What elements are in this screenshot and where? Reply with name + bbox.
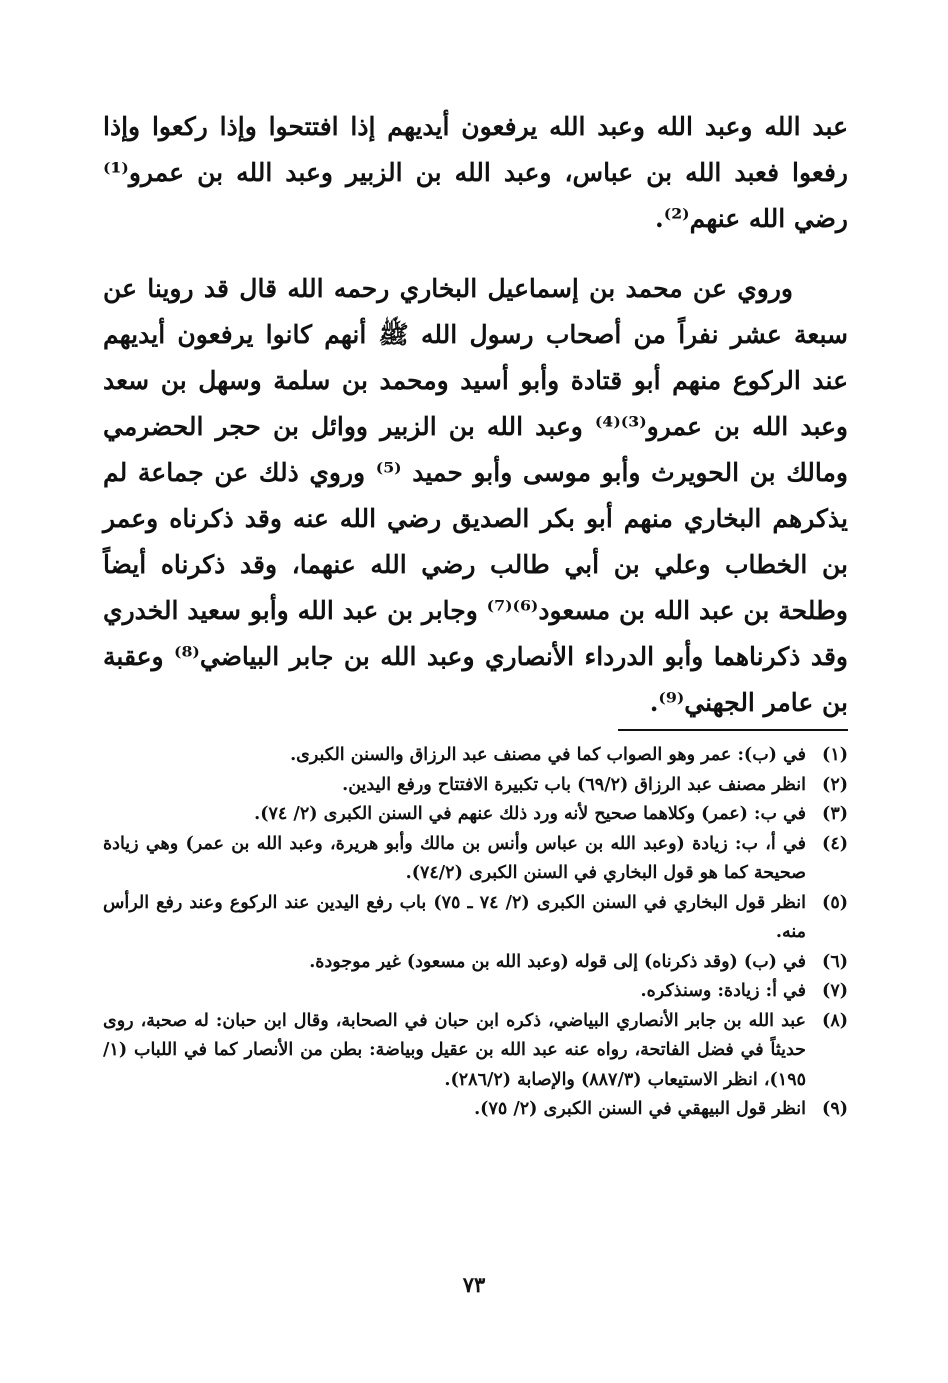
main-paragraph-1 <box>103 104 848 242</box>
paragraph-text: وروي عن محمد بن إسماعيل البخاري رحمه الله قال قد روينا عن سبعة عشر نفراً من أصحاب رسول الله ﷺ أنهم كانوا يرفعون أيديهم عند الركوع منهم أبو قتادة وأبو أسيد ومحمد بن سلمة وسهل بن سعد وعبد الله بن عمرو⁽³⁾⁽⁴⁾ وعبد الله بن الزبير ووائل بن حجر الحضرمي ومالك بن الحويرث وأبو موسى وأبو حميد ⁽⁵⁾ وروي ذلك عن جماعة لم يذكرهم البخاري منهم أبو بكر الصديق رضي الله عنه وقد ذكرناه وعمر بن الخطاب وعلي بن أبي طالب رضي الله عنهما، وقد ذكرناه أيضاً وطلحة بن عبد الله بن مسعود⁽⁶⁾⁽⁷⁾ وجابر بن عبد الله وأبو سعيد الخدري وقد ذكرناهما وأبو الدرداء الأنصاري وعبد الله بن جابر البياضي⁽⁸⁾ وعقبة بن عامر الجهني⁽⁹⁾. <box>103 274 849 717</box>
footnote-text: انظر قول البيهقي في السنن الكبرى (٢/ ٧٥). <box>474 1099 806 1119</box>
footnote <box>103 948 848 978</box>
footnote-text: في أ: زيادة: وسنذكره. <box>640 981 806 1001</box>
paragraph-text: عبد الله وعبد الله وعبد الله يرفعون أيديهم إذا افتتحوا وإذا ركعوا وإذا رفعوا فعبد الله بن عباس، وعبد الله بن الزبير وعبد الله بن عمرو⁽¹⁾ رضي الله عنهم⁽²⁾. <box>103 112 848 233</box>
footnote <box>103 1095 848 1125</box>
footnote-divider <box>618 729 848 731</box>
footnote <box>103 977 848 1007</box>
footnote-text: في أ، ب: زيادة (وعبد الله بن عباس وأنس بن مالك وأبو هريرة، وعبد الله بن عمر) وهي زيادة صحيحة كما هو قول البخاري في السنن الكبرى (٧٤/٢). <box>103 833 806 883</box>
footnote <box>103 889 848 948</box>
footnote-number: (٨) <box>822 1010 848 1031</box>
footnote-number: (٦) <box>822 951 848 972</box>
footnote-number: (٥) <box>822 892 848 913</box>
footnote <box>103 800 848 830</box>
footnote-number: (٣) <box>822 804 848 824</box>
footnote-text: في (ب) (وقد ذكرناه) إلى قوله (وعبد الله بن مسعود) غير موجودة. <box>309 951 806 972</box>
footnote-text: انظر قول البخاري في السنن الكبرى (٢/ ٧٤ ـ ٧٥) باب رفع اليدين عند الركوع وعند رفع الرأس منه. <box>103 892 807 942</box>
footnote <box>103 830 848 889</box>
footnote <box>103 1007 848 1096</box>
footnote-number: (٢) <box>822 774 848 795</box>
footnote-number: (٤) <box>822 833 848 854</box>
footnote-text: في (ب): عمر وهو الصواب كما في مصنف عبد الرزاق والسنن الكبرى. <box>290 745 806 765</box>
footnote-number: (٧) <box>822 981 848 1001</box>
footnote-text: في ب: (عمر) وكلاهما صحيح لأنه ورد ذلك عنهم في السنن الكبرى (٢/ ٧٤). <box>254 804 806 824</box>
footnotes-section <box>103 741 848 1125</box>
footnote <box>103 771 848 801</box>
page-number: ٧٣ <box>462 1272 486 1297</box>
footnote-text: عبد الله بن جابر الأنصاري البياضي، ذكره ابن حبان في الصحابة، وقال ابن حبان: له صحبة، روى حديثاً في فضل الفاتحة، رواه عنه عبد الله بن عقيل وبياضة: بطن من الأنصار كما في اللباب (١/ ١٩٥)، انظر الاستيعاب (٨٨٧/٣) والإصابة (٢٨٦/٢). <box>103 1010 806 1090</box>
footnote-number: (١) <box>822 745 848 765</box>
footnote <box>103 741 848 771</box>
footnote-number: (٩) <box>822 1099 848 1119</box>
main-paragraph-2 <box>103 266 848 726</box>
footnote-text: انظر مصنف عبد الرزاق (٦٩/٢) باب تكبيرة الافتتاح ورفع اليدين. <box>342 774 806 795</box>
